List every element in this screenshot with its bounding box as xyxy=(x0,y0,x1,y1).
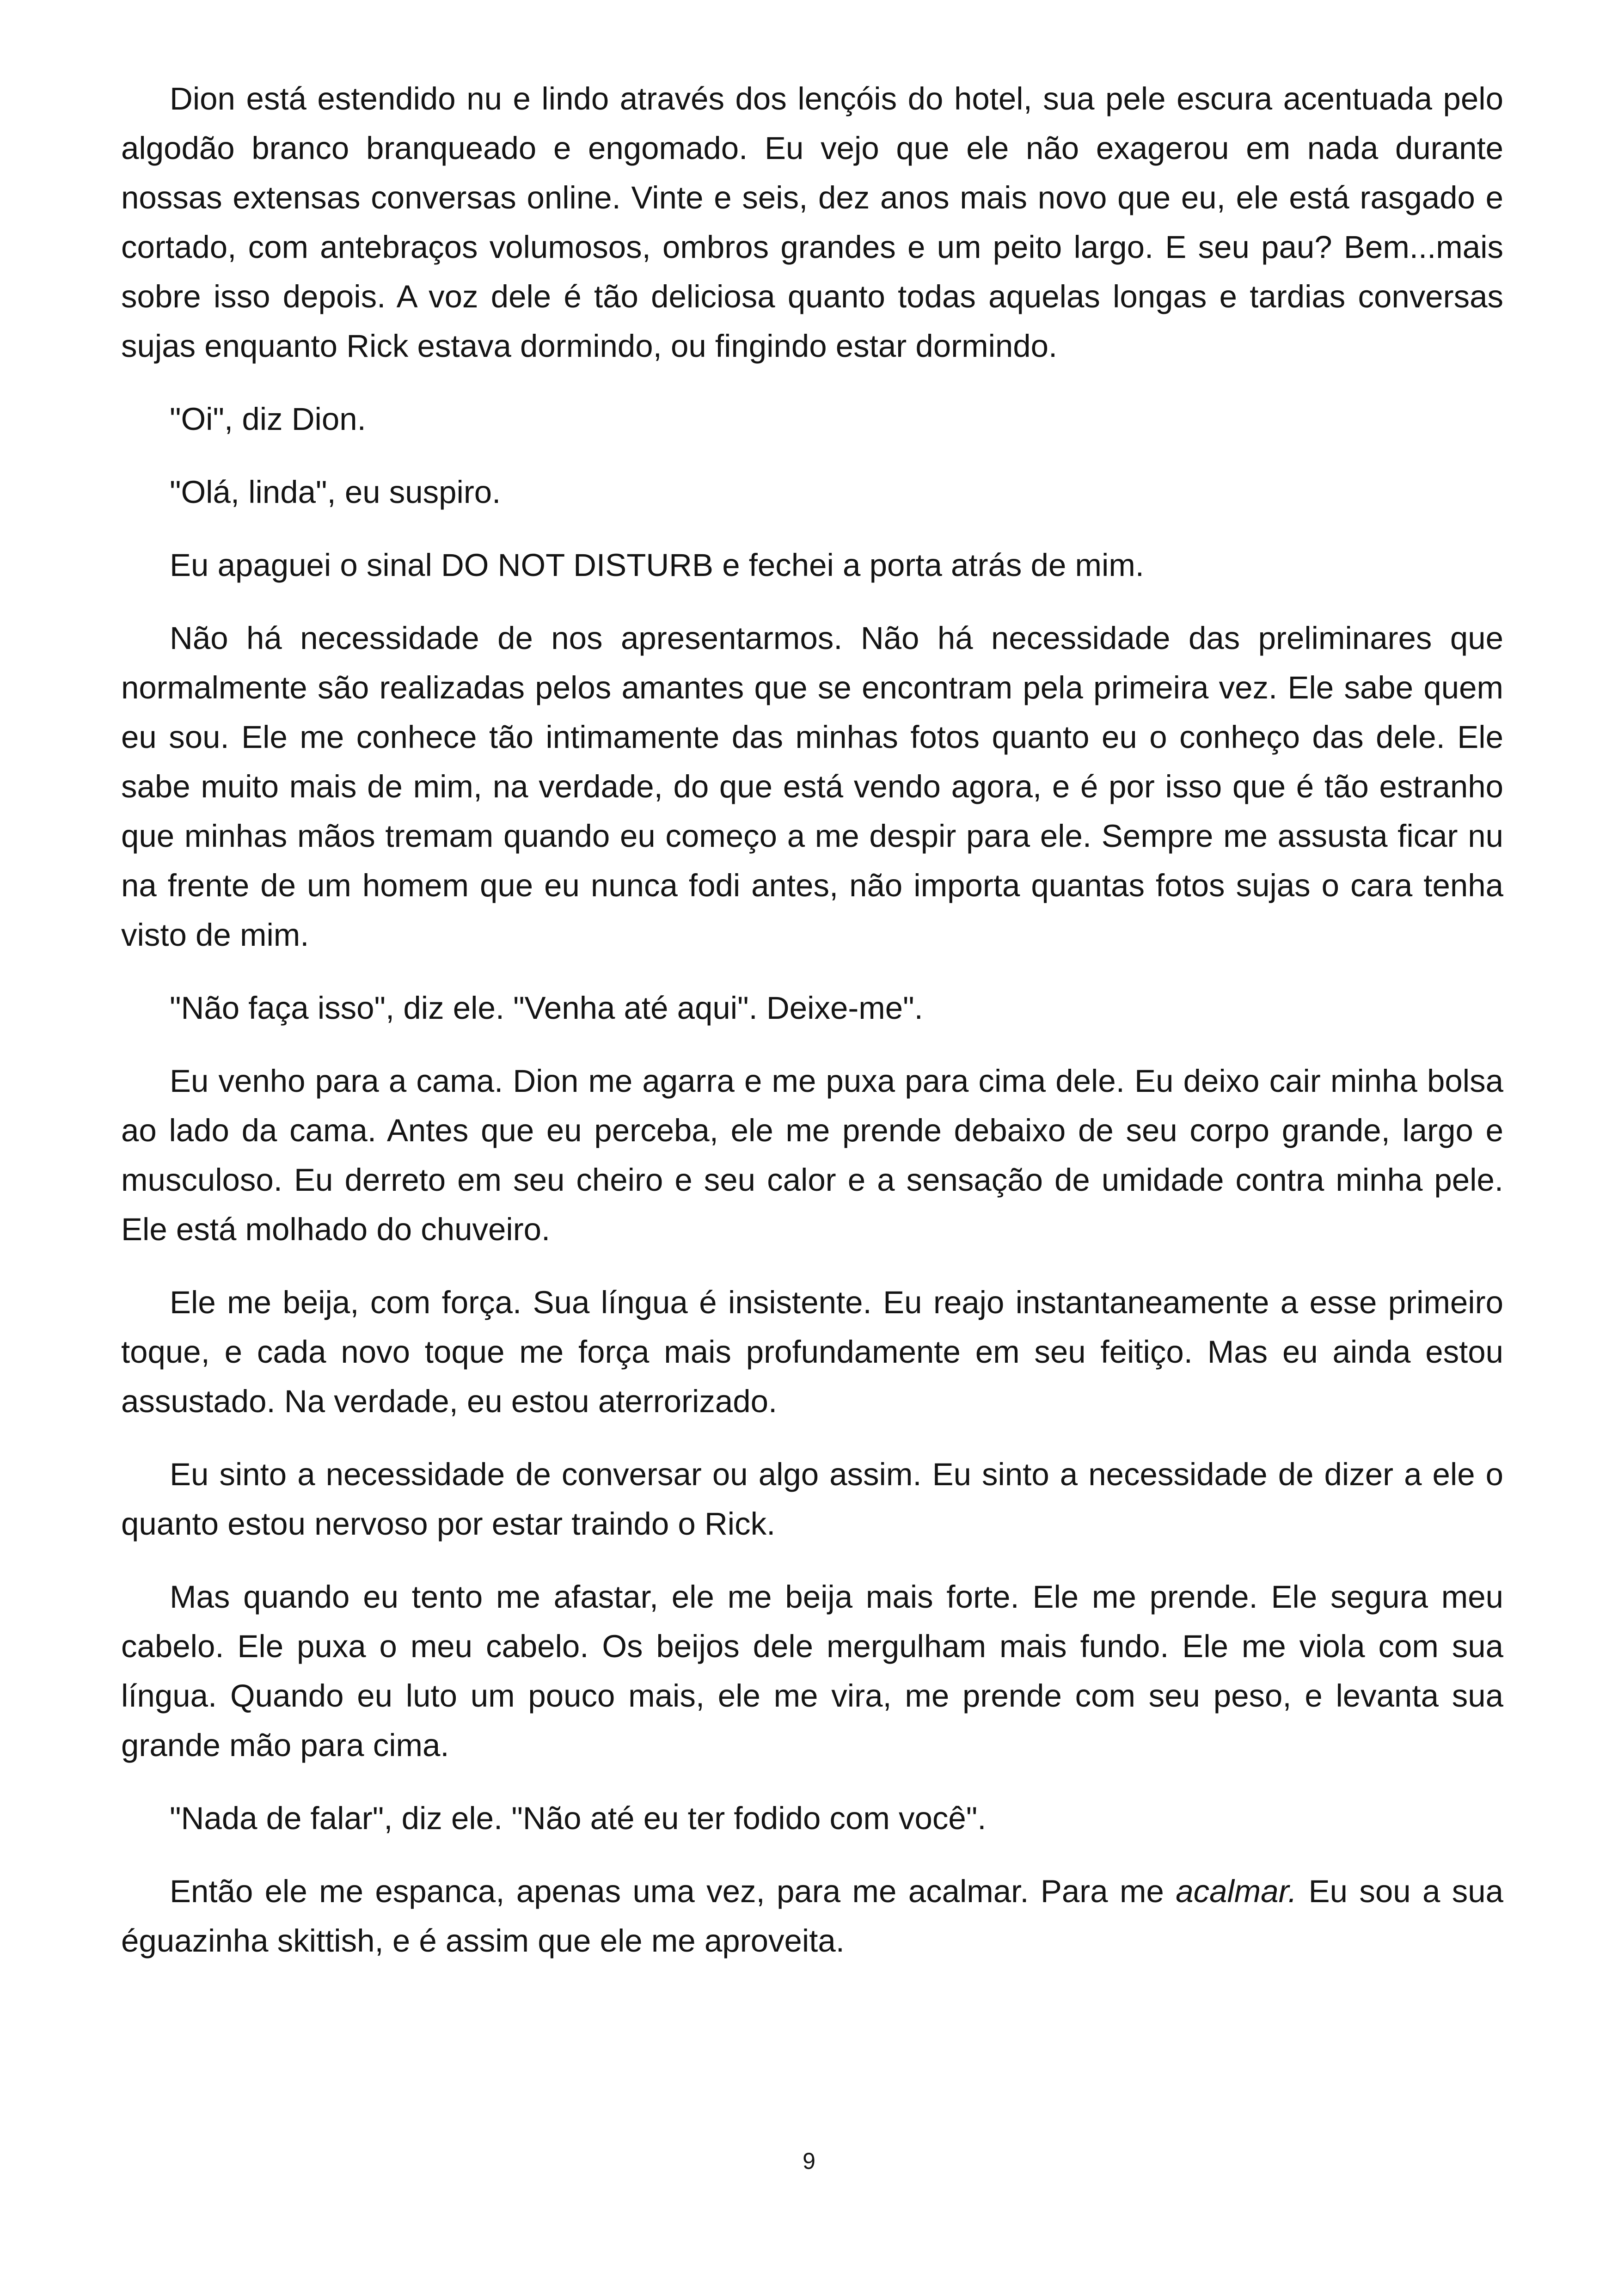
paragraph: "Não faça isso", diz ele. "Venha até aqui". Deixe-me". xyxy=(170,990,923,1026)
last-paragraph-text-end: Eu sou a sua éguazinha skittish, e é assim que ele me aproveita. xyxy=(121,1874,1504,1959)
paragraph: Dion está estendido nu e lindo através dos lençóis do hotel, sua pele escura acentuada pelo algodão branco branqueado e engomado. Eu vejo que ele não exagerou em nada durante nossas extensas conversas online. Vinte e seis, dez anos mais novo que eu, ele está rasgado e cortado, com antebraços volumosos, ombros grandes e um peito largo. E seu pau? Bem...mais sobre isso depois. A voz dele é tão deliciosa quanto todas aquelas longas e tardias conversas sujas enquanto Rick estava dormindo, ou fingindo estar dormindo. xyxy=(121,81,1503,364)
last-paragraph-text-start: Então ele me espanca, apenas uma vez, para me acalmar. Para me xyxy=(170,1874,1176,1909)
paragraph: "Olá, linda", eu suspiro. xyxy=(170,474,501,510)
paragraph: Eu sinto a necessidade de conversar ou algo assim. Eu sinto a necessidade de dizer a ele o quanto estou nervoso por estar traindo o Rick. xyxy=(121,1457,1503,1542)
paragraph: Eu apaguei o sinal DO NOT DISTURB e fechei a porta atrás de mim. xyxy=(170,547,1144,583)
paragraph: "Oi", diz Dion. xyxy=(170,401,366,437)
paragraph: Mas quando eu tento me afastar, ele me beija mais forte. Ele me prende. Ele segura meu cabelo. Ele puxa o meu cabelo. Os beijos dele mergulham mais fundo. Ele me viola com sua língua. Quando eu luto um pouco mais, ele me vira, me prende com seu peso, e levanta sua grande mão para cima. xyxy=(121,1579,1503,1763)
last-paragraph-italic-word: acalmar. xyxy=(1176,1874,1297,1909)
paragraph: Ele me beija, com força. Sua língua é insistente. Eu reajo instantaneamente a esse primeiro toque, e cada novo toque me força mais profundamente em seu feitiço. Mas eu ainda estou assustado. Na verdade, eu estou aterrorizado. xyxy=(121,1285,1503,1419)
last-paragraph xyxy=(121,1867,1503,1965)
paragraph: Eu venho para a cama. Dion me agarra e me puxa para cima dele. Eu deixo cair minha bolsa ao lado da cama. Antes que eu perceba, ele me prende debaixo de seu corpo grande, largo e musculoso. Eu derreto em seu cheiro e seu calor e a sensação de umidade contra minha pele. Ele está molhado do chuveiro. xyxy=(121,1063,1503,1247)
paragraph: "Nada de falar", diz ele. "Não até eu ter fodido com você". xyxy=(170,1800,987,1836)
page-number: 9 xyxy=(803,2148,815,2174)
paragraph: Não há necessidade de nos apresentarmos. Não há necessidade das preliminares que normalmente são realizadas pelos amantes que se encontram pela primeira vez. Ele sabe quem eu sou. Ele me conhece tão intimamente das minhas fotos quanto eu o conheço das dele. Ele sabe muito mais de mim, na verdade, do que está vendo agora, e é por isso que é tão estranho que minhas mãos tremam quando eu começo a me despir para ele. Sempre me assusta ficar nu na frente de um homem que eu nunca fodi antes, não importa quantas fotos sujas o cara tenha visto de mim. xyxy=(121,620,1503,953)
document-body xyxy=(121,74,1503,1989)
